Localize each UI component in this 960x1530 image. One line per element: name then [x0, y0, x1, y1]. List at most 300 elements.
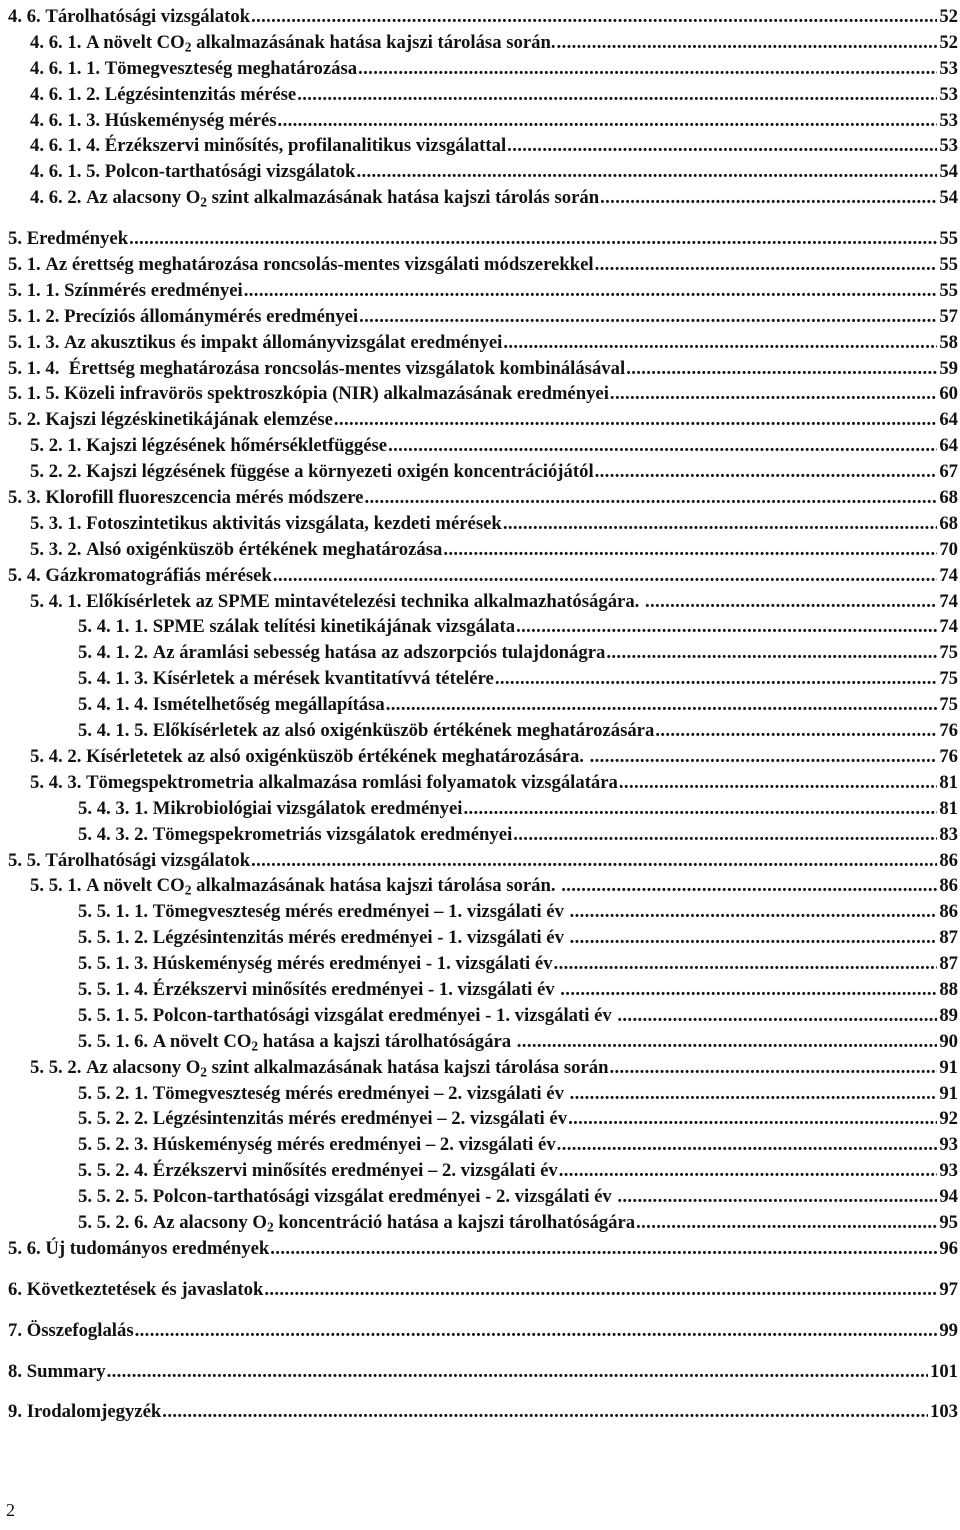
toc-entry-page: 86 [939, 901, 958, 923]
toc-entry-title [105, 82, 296, 108]
toc-entry-number: 5. 5. 1. 2. [78, 927, 153, 949]
toc-entry[interactable] [8, 873, 958, 899]
toc-entry[interactable] [8, 56, 958, 82]
toc-entry-number: 5. 5. 2. 3. [78, 1134, 153, 1156]
toc-entry-number: 5. 5. 1. [30, 875, 87, 897]
toc-entry-page: 93 [939, 1134, 958, 1156]
toc-entry[interactable] [8, 925, 958, 951]
toc-entry-page: 60 [939, 383, 958, 405]
toc-entry-title-text: Precíziós állománymérés eredményei [64, 305, 359, 327]
toc-entry-title [153, 796, 463, 822]
toc-entry-page: 103 [929, 1401, 958, 1423]
toc-entry-page: 70 [939, 538, 958, 560]
toc-entry[interactable] [8, 1081, 958, 1107]
toc-entry-number: 5. 1. [8, 254, 46, 276]
toc-entry-title-text: Kajszi légzésének függése a környezeti oxigén koncentrációjától [86, 461, 594, 483]
toc-entry[interactable] [8, 304, 958, 330]
toc-entry[interactable] [8, 899, 958, 925]
dot-leader [595, 252, 938, 278]
toc-entry[interactable] [8, 1277, 958, 1303]
toc-entry-title-text: Húskeménység mérés eredményei – 2. vizsgálati év [152, 1134, 556, 1156]
toc-entry-title-suffix: koncentráció hatása a kajszi tárolhatóságára [273, 1211, 636, 1233]
toc-entry-number: 4. 6. 2. [30, 187, 87, 209]
toc-entry-title [27, 1359, 106, 1385]
toc-entry[interactable] [8, 1236, 958, 1262]
dot-leader [570, 899, 938, 925]
toc-entry-title-suffix: alkalmazásának hatása kajszi tárolása során. [191, 875, 561, 897]
toc-entry-title-text: Előkísérletek az SPME mintavételezési technika alkalmazhatóságára. [86, 590, 645, 612]
toc-entry-title [69, 356, 625, 382]
toc-entry-page: 53 [939, 57, 958, 79]
toc-entry-page: 91 [939, 1082, 958, 1104]
dot-leader [358, 56, 937, 82]
toc-entry-number: 4. 6. 1. [30, 31, 87, 53]
dot-leader [595, 459, 938, 485]
toc-entry-title-text: Kísérletek a mérések kvantitatívvá tételére [152, 668, 494, 690]
toc-entry-title-text: Színmérés eredményei [64, 279, 243, 301]
toc-entry-title [86, 511, 502, 537]
toc-entry-title-text: Tömegspekrometriás vizsgálatok eredményei [152, 823, 513, 845]
toc-entry-number: 5. 5. 2. 1. [78, 1082, 153, 1104]
toc-entry-number: 5. 5. 2. 5. [78, 1186, 153, 1208]
dot-leader [570, 925, 938, 951]
toc-entry-number: 5. 3. [8, 487, 46, 509]
dot-leader [463, 796, 937, 822]
toc-entry[interactable] [8, 4, 958, 30]
toc-entry-title [86, 589, 644, 615]
toc-entry[interactable] [8, 82, 958, 108]
toc-entry[interactable] [8, 951, 958, 977]
toc-entry-title-text: A növelt CO [86, 875, 185, 897]
toc-entry-number: 5. 1. 2. [8, 305, 65, 327]
toc-entry-title [153, 718, 655, 744]
toc-entry-page: 55 [939, 254, 958, 276]
toc-entry[interactable] [8, 159, 958, 185]
toc-entry-title-text: Új tudományos eredmények [45, 1237, 270, 1259]
dot-leader [559, 1158, 938, 1184]
toc-entry-title [153, 925, 569, 951]
dot-leader [135, 1318, 938, 1344]
toc-entry-page: 57 [939, 305, 958, 327]
toc-entry-page: 55 [939, 279, 958, 301]
toc-entry-page: 97 [939, 1278, 958, 1300]
toc-entry[interactable] [8, 977, 958, 1003]
toc-entry-title-text: Tárolhatósági vizsgálatok [45, 849, 251, 871]
dot-leader [495, 666, 937, 692]
toc-entry[interactable] [8, 133, 958, 159]
toc-entry-title [45, 563, 271, 589]
toc-entry-title-text: Érzékszervi minősítés eredményei – 2. vizsgálati év [152, 1160, 558, 1182]
toc-entry-title [105, 56, 357, 82]
toc-entry-title-text: Közeli infravörös spektroszkópia (NIR) alkalmazásának eredményei [64, 383, 609, 405]
toc-entry-page: 88 [939, 978, 958, 1000]
toc-entry[interactable] [8, 330, 958, 356]
toc-entry-title [27, 1318, 134, 1344]
dot-leader [619, 770, 937, 796]
toc-entry[interactable] [8, 537, 958, 563]
toc-entry[interactable] [8, 433, 958, 459]
toc-entry-title-text: A növelt CO [86, 31, 185, 53]
toc-entry[interactable] [8, 1210, 958, 1236]
dot-leader [162, 1399, 928, 1425]
toc-entry-title-text: Tömegveszteség mérés eredményei – 1. vizsgálati év [152, 901, 569, 923]
toc-entry-title [45, 252, 593, 278]
toc-entry-title-text: Kísérletetek az alsó oxigénküszöb értékének meghatározására. [86, 745, 589, 767]
toc-entry-title [153, 1003, 617, 1029]
toc-entry-number: 5. 2. 1. [30, 435, 87, 457]
toc-entry-number: 5. 4. 1. 5. [78, 720, 153, 742]
dot-leader [617, 1003, 937, 1029]
toc-entry-page: 68 [939, 487, 958, 509]
toc-entry-number: 5. 4. 1. 3. [78, 668, 153, 690]
toc-entry-title [153, 977, 560, 1003]
toc-entry[interactable] [8, 278, 958, 304]
toc-entry-page: 94 [939, 1186, 958, 1208]
toc-entry-number: 5. 6. [8, 1237, 46, 1259]
dot-leader [600, 185, 937, 211]
dot-leader [610, 381, 937, 407]
toc-entry-title-text: Ismételhetőség megállapítása [152, 694, 385, 716]
toc-entry[interactable] [8, 796, 958, 822]
toc-entry-title-text: Klorofill fluoreszcencia mérés módszere [45, 487, 364, 509]
dot-leader [264, 1277, 937, 1303]
dot-leader [568, 1106, 937, 1132]
dot-leader [554, 951, 938, 977]
dot-leader [507, 133, 937, 159]
toc-entry-page: 53 [939, 109, 958, 131]
toc-entry-title-text: Fotoszintetikus aktivitás vizsgálata, kezdeti mérések [86, 512, 502, 534]
toc-entry-title [105, 159, 356, 185]
toc-entry[interactable] [8, 1003, 958, 1029]
toc-entry[interactable] [8, 1055, 958, 1081]
toc-entry[interactable] [8, 511, 958, 537]
toc-entry-page: 76 [939, 745, 958, 767]
toc-entry-title [27, 226, 128, 252]
toc-entry-title [153, 1029, 516, 1055]
toc-entry-title [105, 108, 277, 134]
toc-entry-page: 89 [939, 1004, 958, 1026]
toc-entry-number: 5. 5. 1. 3. [78, 953, 153, 975]
toc-entry-title-text: Gázkromatográfiás mérések [45, 564, 272, 586]
toc-entry-title [45, 407, 333, 433]
toc-entry-number: 5. 4. 3. 2. [78, 823, 153, 845]
toc-entry[interactable] [8, 563, 958, 589]
toc-entry-title [45, 1236, 269, 1262]
toc-entry-number: 4. 6. [8, 6, 46, 27]
toc-entry[interactable] [8, 252, 958, 278]
dot-leader [590, 744, 938, 770]
toc-entry[interactable] [8, 1359, 958, 1385]
toc-entry-title-text: Érettség meghatározása roncsolás-mentes vizsgálatok kombinálásával [68, 357, 626, 379]
toc-entry-title-text: Mikrobiológiai vizsgálatok eredményei [152, 797, 463, 819]
toc-entry-title-suffix: szint alkalmazásának hatása kajszi tárolás során [207, 187, 600, 209]
dot-leader [516, 614, 937, 640]
toc-entry-title-text: Légzésintenzitás mérés eredményei - 1. vizsgálati év [152, 927, 569, 949]
toc-entry-title [105, 133, 506, 159]
toc-entry-title [86, 459, 594, 485]
toc-entry-page: 52 [939, 6, 958, 27]
toc-entry-number: 4. 6. 1. 3. [30, 109, 105, 131]
dot-leader [270, 1236, 937, 1262]
dot-leader [356, 159, 937, 185]
dot-leader [503, 511, 938, 537]
toc-entry[interactable] [8, 459, 958, 485]
toc-entry-title-text: Tárolhatósági vizsgálatok [45, 6, 251, 27]
toc-entry-title [64, 330, 502, 356]
toc-entry-page: 81 [939, 797, 958, 819]
toc-entry-title-text: Érzékszervi minősítés, profilanalitikus vizsgálattal [104, 135, 507, 157]
dot-leader [570, 1081, 938, 1107]
toc-entry-title-text: Légzésintenzitás mérés eredményei – 2. vizsgálati év [152, 1108, 568, 1130]
toc-entry-title [153, 822, 513, 848]
toc-entry-number: 5. 1. 4. [8, 357, 69, 379]
dot-leader [251, 848, 937, 874]
toc-entry[interactable] [8, 614, 958, 640]
toc-entry-page: 96 [939, 1237, 958, 1259]
toc-entry-title-text: Az érettség meghatározása roncsolás-mentes vizsgálati módszerekkel [45, 254, 594, 276]
toc-entry-number: 5. 5. 2. 4. [78, 1160, 153, 1182]
toc-entry-title [153, 1210, 635, 1236]
toc-entry-page: 59 [939, 357, 958, 379]
toc-entry-title [86, 770, 618, 796]
toc-entry[interactable] [8, 1029, 958, 1055]
toc-entry-title-text: Kajszi légzésének hőmérsékletfüggése [86, 435, 388, 457]
dot-leader [443, 537, 937, 563]
toc-entry-title-text: Következtetések és javaslatok [26, 1278, 264, 1300]
toc-entry-number: 5. 3. 2. [30, 538, 87, 560]
toc-entry-page: 92 [939, 1108, 958, 1130]
toc-entry-title [86, 30, 555, 56]
toc-entry-title-text: Összefoglalás [26, 1319, 134, 1341]
toc-entry-title [153, 1106, 567, 1132]
toc-entry-number: 5. 5. 2. 2. [78, 1108, 153, 1130]
toc-entry-page: 86 [939, 875, 958, 897]
toc-entry[interactable] [8, 1158, 958, 1184]
toc-entry-title [64, 381, 609, 407]
toc-entry[interactable] [8, 185, 958, 211]
toc-entry-number: 5. 1. 5. [8, 383, 65, 405]
toc-entry-title-text: Légzésintenzitás mérése [104, 83, 297, 105]
toc-entry-subscript: 2 [184, 882, 192, 898]
toc-entry-title-text: Húskeménység mérés eredményei - 1. vizsgálati év [152, 953, 553, 975]
dot-leader [129, 226, 937, 252]
toc-entry-page: 86 [939, 849, 958, 871]
toc-entry-subscript: 2 [266, 1219, 274, 1235]
toc-entry-number: 5. 4. 1. [30, 590, 87, 612]
toc-entry-title [153, 614, 515, 640]
toc-entry[interactable] [8, 640, 958, 666]
toc-entry-page: 75 [939, 668, 958, 690]
toc-entry-page: 76 [939, 720, 958, 742]
dot-leader [517, 1029, 938, 1055]
toc-entry-page: 95 [939, 1211, 958, 1233]
dot-leader [244, 278, 938, 304]
toc-entry-title [27, 1399, 162, 1425]
dot-leader [617, 1184, 937, 1210]
toc-entry-number: 5. [8, 228, 27, 250]
toc-entry-page: 58 [939, 331, 958, 353]
toc-entry[interactable] [8, 848, 958, 874]
toc-entry-page: 67 [939, 461, 958, 483]
dot-leader [107, 1359, 928, 1385]
toc-entry-page: 68 [939, 512, 958, 534]
toc-entry-title-text: A növelt CO [152, 1030, 252, 1052]
dot-leader [364, 485, 937, 511]
toc-entry-title-suffix: szint alkalmazásának hatása kajszi tárolása során [207, 1056, 609, 1078]
toc-entry[interactable] [8, 381, 958, 407]
toc-entry-number: 6. [8, 1278, 27, 1300]
toc-entry-page: 52 [939, 31, 958, 53]
toc-entry[interactable] [8, 30, 958, 56]
dot-leader [655, 718, 937, 744]
toc-entry[interactable] [8, 589, 958, 615]
toc-entry-page: 55 [939, 228, 958, 250]
toc-entry-number: 5. 1. 1. [8, 279, 65, 301]
toc-entry-number: 5. 4. 1. 1. [78, 616, 153, 638]
toc-entry-page: 53 [939, 135, 958, 157]
toc-entry-title-text: Az alacsony O [86, 1056, 201, 1078]
toc-entry-page: 83 [939, 823, 958, 845]
toc-entry-title [86, 433, 387, 459]
toc-entry-title [86, 185, 599, 211]
dot-leader [297, 82, 937, 108]
toc-entry-title [153, 1184, 617, 1210]
toc-entry-number: 5. 5. [8, 849, 46, 871]
toc-entry-title [64, 304, 358, 330]
toc-entry-number: 5. 1. 3. [8, 331, 65, 353]
toc-entry-title-text: Az áramlási sebesség hatása az adszorpciós tulajdonágra [152, 642, 606, 664]
dot-leader [503, 330, 937, 356]
dot-leader [609, 1055, 937, 1081]
dot-leader [388, 433, 937, 459]
toc-entry-page: 54 [939, 161, 958, 183]
toc-entry[interactable] [8, 770, 958, 796]
toc-entry-title-text: Az alacsony O [86, 187, 201, 209]
dot-leader [251, 4, 937, 30]
toc-entry-subscript: 2 [184, 39, 192, 55]
toc-entry-title-text: Előkísérletek az alsó oxigénküszöb értékének meghatározására [152, 720, 655, 742]
toc-entry-title [86, 873, 560, 899]
toc-entry-title-text: Summary [26, 1360, 106, 1382]
toc-entry[interactable] [8, 1184, 958, 1210]
toc-entry-title-text: Az akusztikus és impakt állományvizsgálat eredményei [64, 331, 503, 353]
toc-entry-page: 90 [939, 1030, 958, 1052]
toc-entry[interactable] [8, 666, 958, 692]
toc-entry-page: 64 [939, 435, 958, 457]
toc-entry-title [153, 899, 569, 925]
toc-entry-page: 87 [939, 953, 958, 975]
toc-entry-number: 8. [8, 1360, 27, 1382]
toc-entry-number: 5. 2. [8, 409, 46, 431]
toc-entry-page: 74 [939, 590, 958, 612]
dot-leader [557, 30, 938, 56]
toc-entry-number: 5. 4. 1. 4. [78, 694, 153, 716]
toc-entry-page: 99 [939, 1319, 958, 1341]
toc-entry-title-text: Húskeménység mérés [104, 109, 277, 131]
toc-entry-title [86, 744, 589, 770]
dot-leader [561, 873, 937, 899]
toc-entry[interactable] [8, 1132, 958, 1158]
toc-entry-number: 4. 6. 1. 5. [30, 161, 105, 183]
table-of-contents [8, 4, 958, 1425]
toc-entry-title [153, 1158, 558, 1184]
toc-entry[interactable] [8, 1106, 958, 1132]
toc-entry-page: 74 [939, 564, 958, 586]
toc-entry-title-text: Irodalomjegyzék [26, 1401, 162, 1423]
toc-entry-number: 5. 5. 1. 6. [78, 1030, 153, 1052]
toc-entry-title [64, 278, 243, 304]
toc-entry-title [153, 640, 606, 666]
toc-entry-page: 91 [939, 1056, 958, 1078]
toc-entry-number: 5. 5. 2. [30, 1056, 87, 1078]
toc-entry-page: 75 [939, 694, 958, 716]
toc-entry-title-text: Eredmények [26, 228, 129, 250]
toc-entry-title-text: Tömegveszteség meghatározása [104, 57, 358, 79]
toc-entry[interactable] [8, 1399, 958, 1425]
toc-entry-page: 101 [929, 1360, 958, 1382]
dot-leader [626, 356, 937, 382]
toc-entry[interactable] [8, 407, 958, 433]
dot-leader [278, 108, 938, 134]
toc-entry[interactable] [8, 226, 958, 252]
toc-entry[interactable] [8, 718, 958, 744]
toc-entry-page: 54 [939, 187, 958, 209]
toc-entry-number: 9. [8, 1401, 27, 1423]
toc-entry[interactable] [8, 108, 958, 134]
toc-entry-number: 7. [8, 1319, 27, 1341]
toc-entry-number: 5. 5. 2. 6. [78, 1211, 153, 1233]
dot-leader [560, 977, 937, 1003]
toc-entry-title-suffix: alkalmazásának hatása kajszi tárolása során. [191, 31, 556, 53]
toc-entry-title-text: Kajszi légzéskinetikájának elemzése [45, 409, 333, 431]
toc-entry[interactable] [8, 1318, 958, 1344]
dot-leader [386, 692, 938, 718]
toc-entry-title-text: Érzékszervi minősítés eredményei - 1. vizsgálati év [152, 978, 560, 1000]
toc-entry[interactable] [8, 822, 958, 848]
toc-entry-title-text: Az alacsony O [152, 1211, 267, 1233]
toc-entry-number: 5. 5. 1. 4. [78, 978, 153, 1000]
toc-entry-title [86, 1055, 608, 1081]
toc-entry-title [27, 1277, 264, 1303]
toc-entry-number: 4. 6. 1. 2. [30, 83, 105, 105]
toc-entry-title [45, 848, 250, 874]
toc-entry-number: 5. 4. 3. 1. [78, 797, 153, 819]
toc-entry-number: 5. 4. 2. [30, 745, 87, 767]
toc-entry-title [153, 666, 494, 692]
toc-entry-page: 87 [939, 927, 958, 949]
toc-entry-title [45, 4, 250, 30]
toc-entry-title [153, 692, 385, 718]
toc-entry-number: 4. 6. 1. 1. [30, 57, 105, 79]
toc-entry-title-text: Polcon-tarthatósági vizsgálatok [104, 161, 356, 183]
toc-entry-page: 53 [939, 83, 958, 105]
toc-entry-number: 5. 5. 1. 5. [78, 1004, 153, 1026]
dot-leader [636, 1210, 937, 1236]
toc-entry[interactable] [8, 356, 958, 382]
toc-entry-title-text: Tömegspektrometria alkalmazása romlási folyamatok vizsgálatára [86, 771, 618, 793]
toc-entry-title [153, 1132, 556, 1158]
toc-entry-number: 4. 6. 1. 4. [30, 135, 105, 157]
toc-entry-title-text: Polcon-tarthatósági vizsgálat eredményei - 1. vizsgálati év [152, 1004, 617, 1026]
toc-entry-page: 81 [939, 771, 958, 793]
toc-entry-subscript: 2 [200, 194, 207, 210]
dot-leader [645, 589, 937, 615]
toc-entry[interactable] [8, 744, 958, 770]
toc-entry-page: 75 [939, 642, 958, 664]
toc-entry[interactable] [8, 692, 958, 718]
page-number: 2 [6, 1500, 15, 1520]
toc-entry[interactable] [8, 485, 958, 511]
